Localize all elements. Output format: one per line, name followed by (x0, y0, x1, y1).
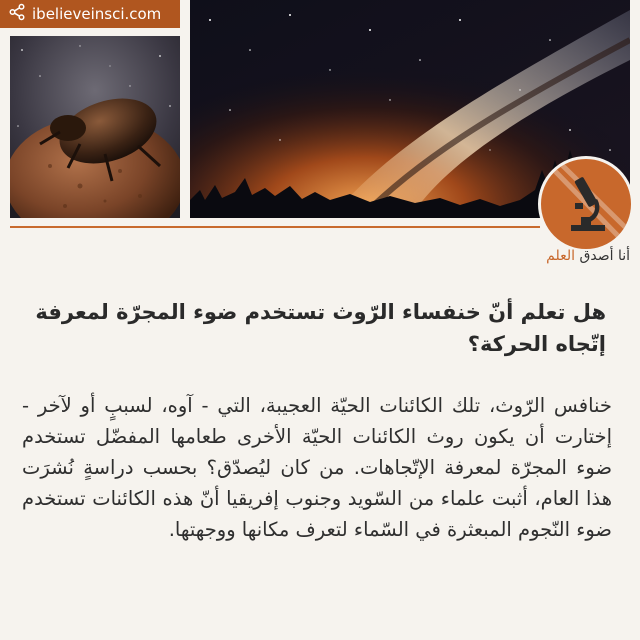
brand-name (546, 248, 630, 264)
brand-prefix: أنا أصدق (579, 248, 630, 264)
logo-badge (538, 156, 634, 252)
brand-accent: العلم (546, 248, 576, 264)
article-body: خنافس الرّوث، تلك الكائنات الحيّة العجيبة، التي - آوه، لسببٍ أو لآخر - إختارت أن يكون روث الكائنات الحيّة الأخرى طعامها المفضّل تستخدم ضوء المجرّة لمعرفة الإتّجاهات. من كان ليُصدّق؟ بحسب دراسةٍ نُشرَت هذا العام، أثبت علماء من السّويد وجنوب إفريقيا أنّ هذه الكائنات تستخدم ضوء النّجوم المبعثرة في السّماء لتعرف مكانها ووجهتها. (22, 394, 612, 541)
source-badge[interactable] (0, 0, 180, 28)
divider (10, 226, 540, 228)
article-headline: هل تعلم أنّ خنفساء الرّوث تستخدم ضوء المجرّة لمعرفة إتّجاه الحركة؟ (35, 300, 606, 356)
source-site: ibelieveinsci.com (32, 5, 162, 23)
share-icon (8, 3, 32, 25)
beetle-photo (10, 36, 180, 218)
